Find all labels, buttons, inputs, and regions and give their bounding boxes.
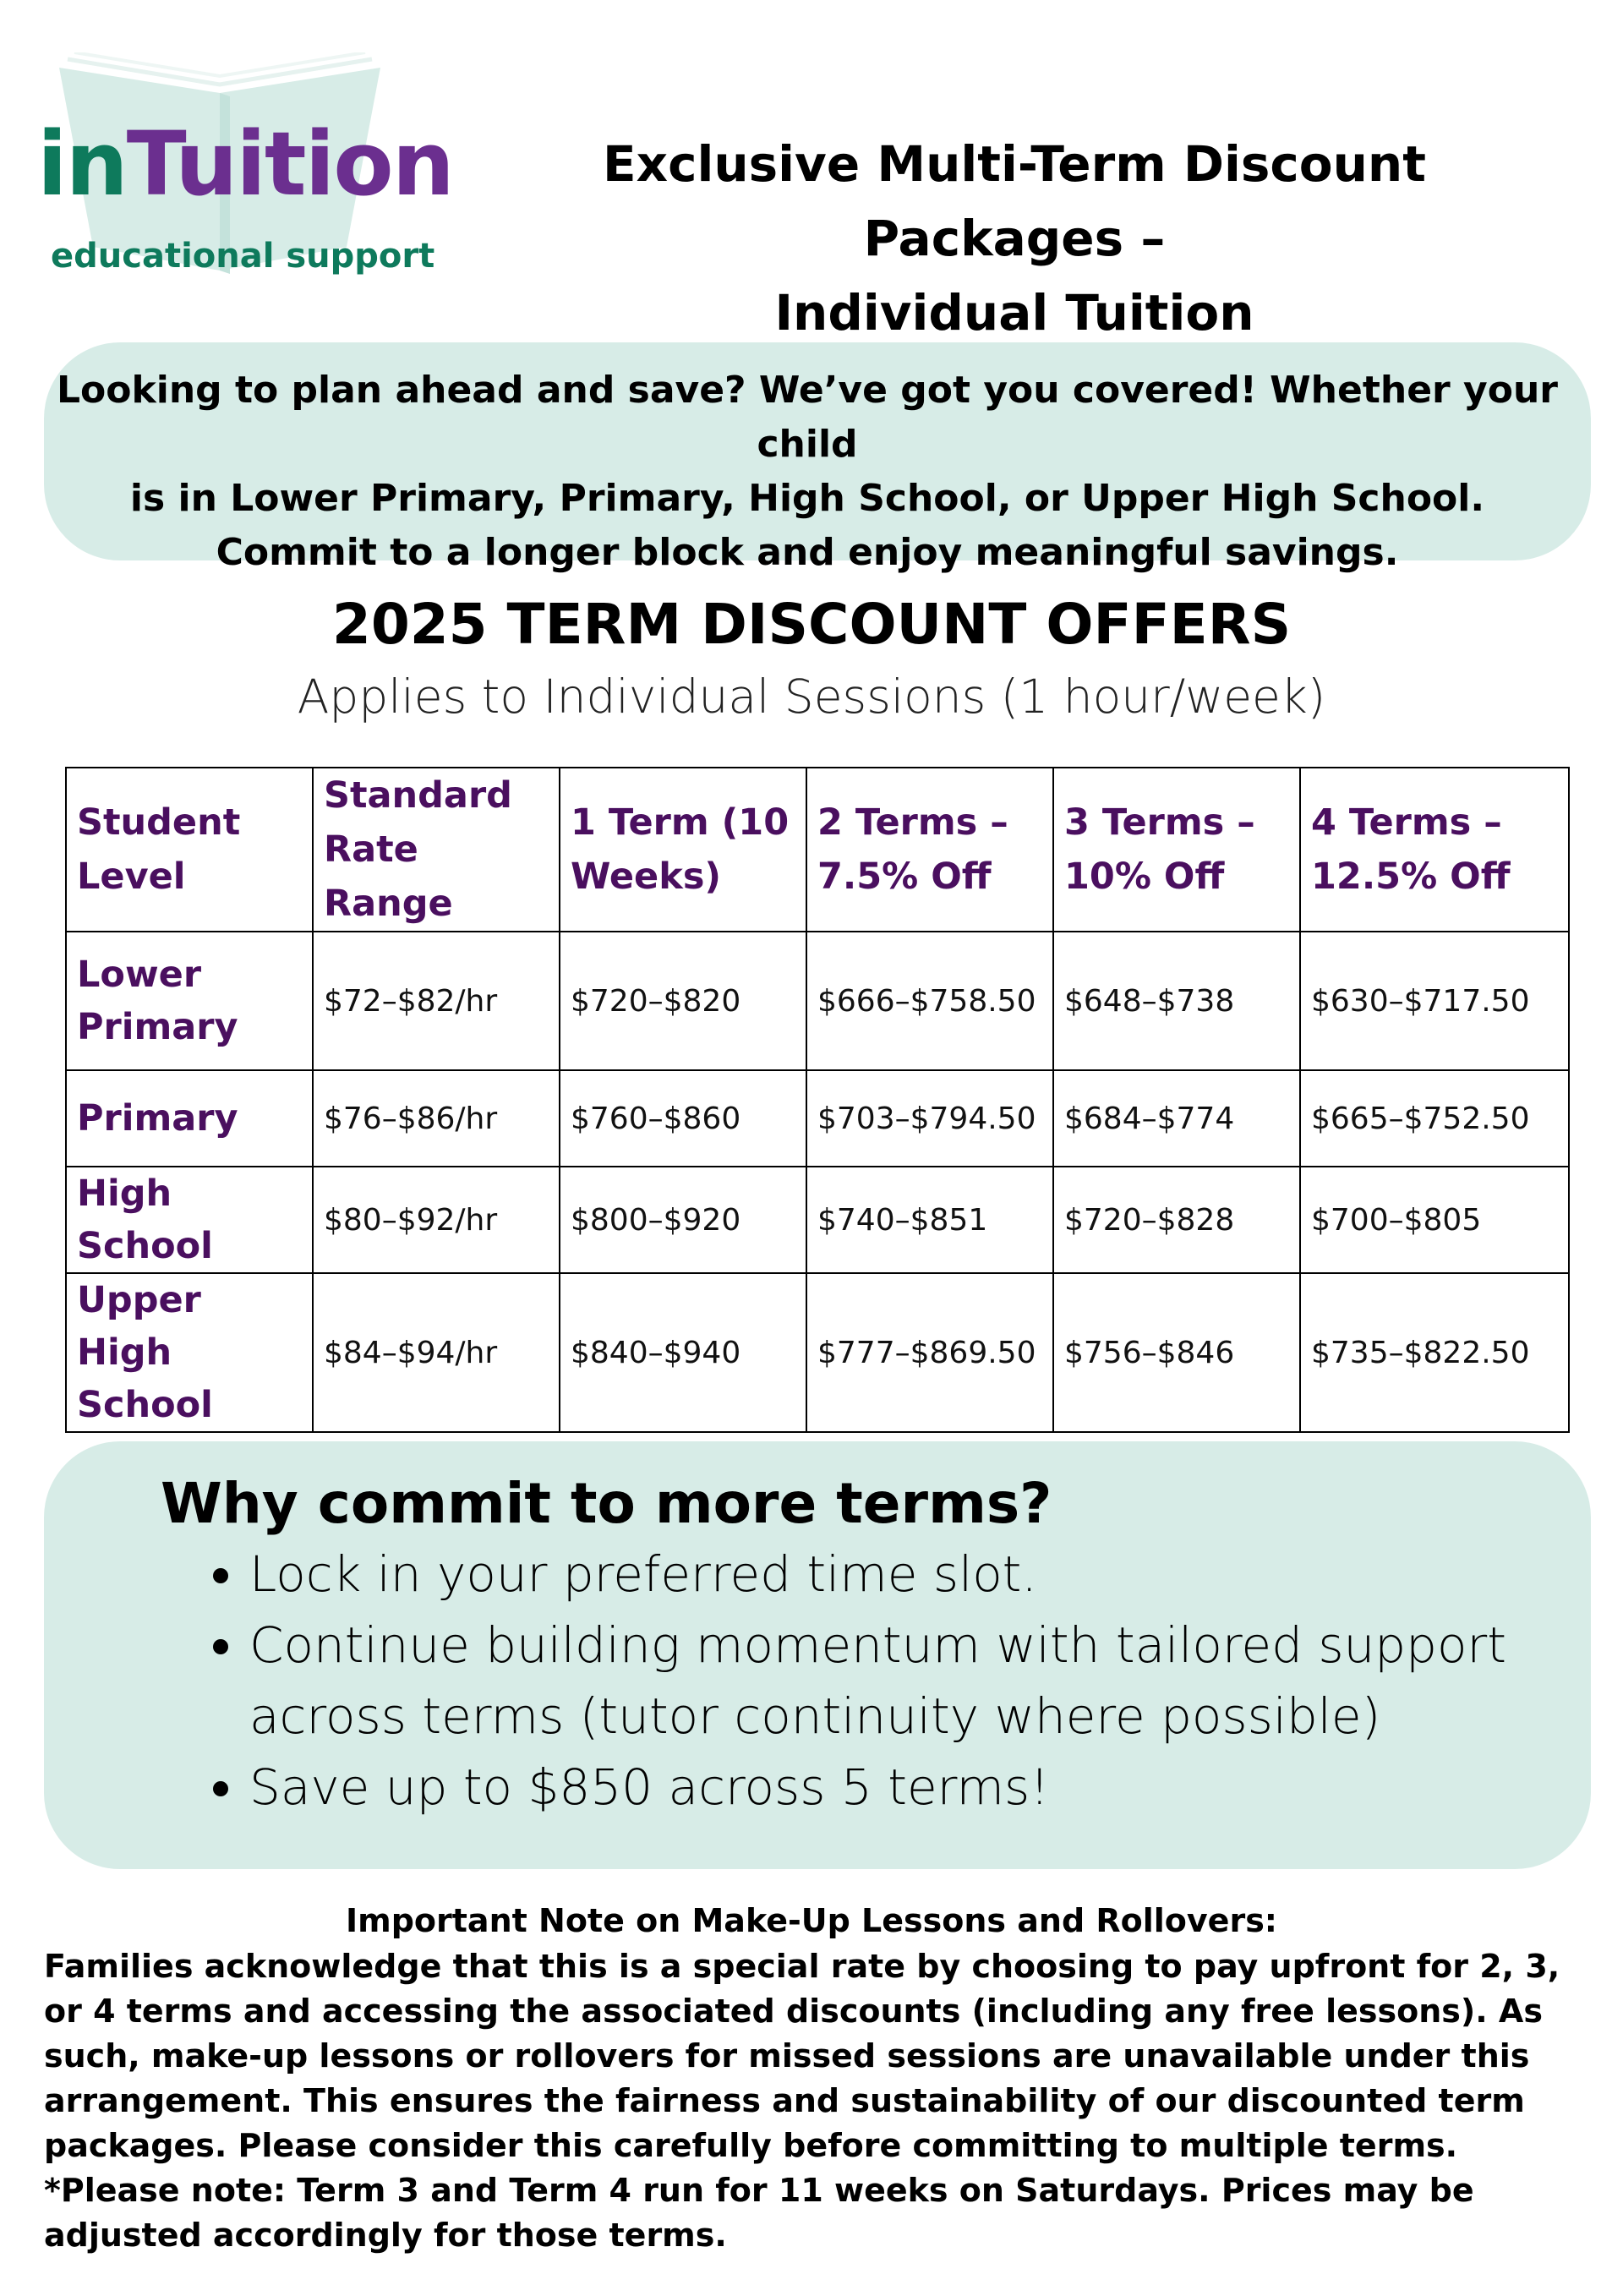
row-student-level: Lower Primary	[66, 932, 313, 1070]
page-title-line-2: Individual Tuition	[774, 284, 1254, 342]
table-row	[66, 932, 1569, 1070]
logo-tagline: educational support	[51, 237, 435, 276]
intro-text	[51, 364, 1564, 580]
row-student-level: Primary	[66, 1070, 313, 1167]
row-2-terms-price: $703–$794.50	[806, 1070, 1053, 1167]
row-1-term-price: $800–$920	[560, 1167, 806, 1273]
note-footnote: *Please note: Term 3 and Term 4 run for 11 weeks on Saturdays. Prices may be adjusted accordingly for those terms.	[44, 2172, 1474, 2254]
list-item: • Lock in your preferred time slot.	[249, 1539, 1602, 1610]
row-3-terms-price: $684–$774	[1053, 1070, 1300, 1167]
header-student-level: Student Level	[66, 768, 313, 932]
header-2-terms: 2 Terms – 7.5% Off	[806, 768, 1053, 932]
offers-heading: 2025 TERM DISCOUNT OFFERS	[331, 592, 1292, 657]
row-standard-rate: $80–$92/hr	[313, 1167, 560, 1273]
row-4-terms-price: $665–$752.50	[1300, 1070, 1569, 1167]
row-2-terms-price: $777–$869.50	[806, 1273, 1053, 1432]
row-student-level: Upper High School	[66, 1273, 313, 1432]
header-standard-rate: Standard Rate Range	[313, 768, 560, 932]
note-title: Important Note on Make-Up Lessons and Rollovers:	[345, 1902, 1278, 1939]
header-1-term: 1 Term (10 Weeks)	[560, 768, 806, 932]
page-title-line-1: Exclusive Multi-Term Discount Packages –	[603, 135, 1426, 267]
why-heading: Why commit to more terms?	[161, 1471, 1052, 1536]
row-1-term-price: $720–$820	[560, 932, 806, 1070]
row-standard-rate: $76–$86/hr	[313, 1070, 560, 1167]
table-row	[66, 1167, 1569, 1273]
list-item: • Save up to $850 across 5 terms!	[249, 1752, 1602, 1823]
table-row	[66, 1070, 1569, 1167]
header-3-terms: 3 Terms – 10% Off	[1053, 768, 1300, 932]
row-3-terms-price: $720–$828	[1053, 1167, 1300, 1273]
pricing-table	[65, 767, 1570, 1433]
note-paragraph: Families acknowledge that this is a special rate by choosing to pay upfront for 2, 3, or 4 terms and accessing the associated discounts (including any free lessons). As such, make-up lessons or rollovers for missed sessions are unavailable under this arrangement. This ensures the fairness and sustainability of our discounted term packages. Please consider this carefully before committing to multiple terms.	[44, 1948, 1560, 2164]
list-item: • Continue building momentum with tailored support across terms (tutor continuity where possible)	[249, 1610, 1602, 1752]
row-4-terms-price: $630–$717.50	[1300, 932, 1569, 1070]
offers-subheading: Applies to Individual Sessions (1 hour/week)	[297, 670, 1326, 724]
row-2-terms-price: $666–$758.50	[806, 932, 1053, 1070]
row-1-term-price: $840–$940	[560, 1273, 806, 1432]
logo-word-tuition: Tuition	[126, 112, 453, 216]
table-header-row	[66, 768, 1569, 932]
row-2-terms-price: $740–$851	[806, 1167, 1053, 1273]
row-4-terms-price: $700–$805	[1300, 1167, 1569, 1273]
intro-line-1: Looking to plan ahead and save? We’ve got you covered! Whether your child	[56, 369, 1558, 466]
note-body	[44, 1944, 1599, 2258]
page-title	[473, 127, 1555, 350]
row-standard-rate: $84–$94/hr	[313, 1273, 560, 1432]
why-list	[169, 1539, 1602, 1823]
logo-word-in: in	[37, 112, 127, 216]
row-3-terms-price: $756–$846	[1053, 1273, 1300, 1432]
logo	[34, 52, 453, 281]
row-standard-rate: $72–$82/hr	[313, 932, 560, 1070]
header-4-terms: 4 Terms – 12.5% Off	[1300, 768, 1569, 932]
intro-line-3: Commit to a longer block and enjoy meaningful savings.	[216, 531, 1399, 574]
row-4-terms-price: $735–$822.50	[1300, 1273, 1569, 1432]
intro-line-2: is in Lower Primary, Primary, High School, or Upper High School.	[129, 477, 1485, 520]
table-row	[66, 1273, 1569, 1432]
row-1-term-price: $760–$860	[560, 1070, 806, 1167]
row-student-level: High School	[66, 1167, 313, 1273]
logo-wordmark	[37, 112, 453, 216]
row-3-terms-price: $648–$738	[1053, 932, 1300, 1070]
